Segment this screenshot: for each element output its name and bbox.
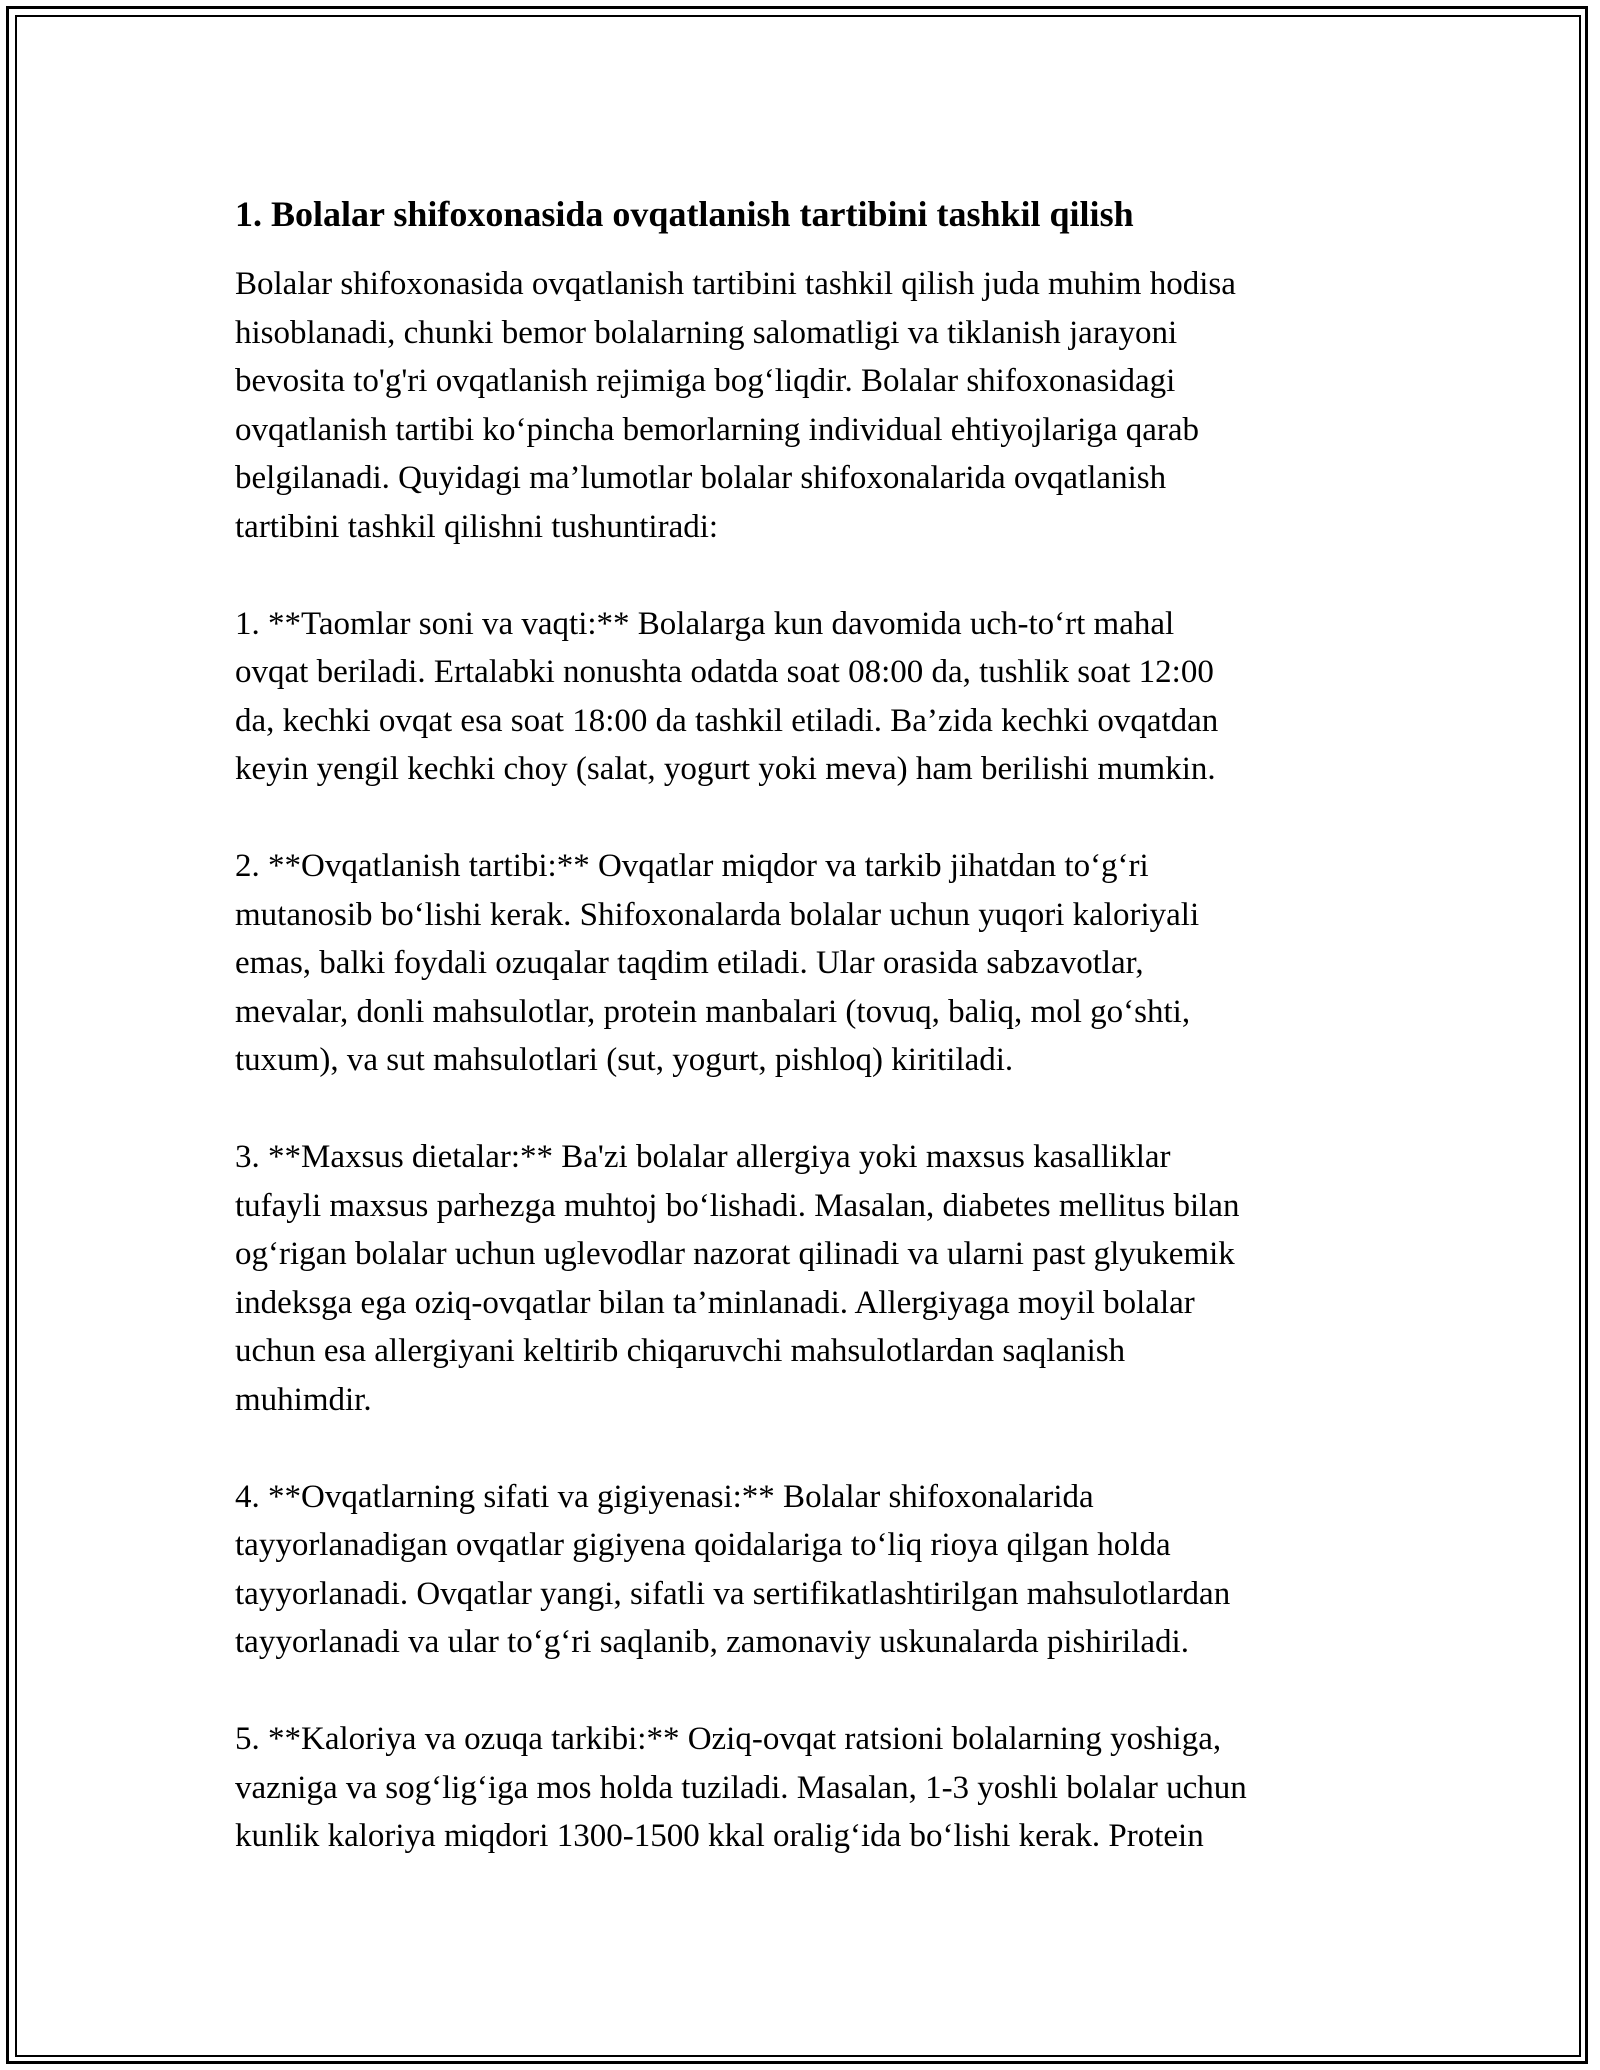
paragraph-item-4: 4. **Ovqatlarning sifati va gigiyenasi:** Bolalar shifoxonalarida tayyorlanadigan ovqatlar gigiyena qoidalariga to‘liq rioya qilgan holda tayyorlanadi. Ovqatlar yangi, sifatli va sertifikatlashtirilgan mahsulotlardan tayyorlanadi va ular to‘g‘ri saqlanib, zamonaviy uskunalarda pishiriladi. (235, 1478, 1231, 1660)
paragraph-intro: Bolalar shifoxonasida ovqatlanish tartibini tashkil qilish juda muhim hodisa hisoblanadi, chunki bemor bolalarning salomatligi va tiklanish jarayoni bevosita to'g'ri ovqatlanish rejimiga bog‘liqdir. Bolalar shifoxonasidagi ovqatlanish tartibi ko‘pincha bemorlarning individual ehtiyojlariga qarab belgilanadi. Quyidagi ma’lumotlar bolalar shifoxonalarida ovqatlanish tartibini tashkil qilishni tushuntiradi: (235, 266, 1236, 545)
document-body (235, 188, 1365, 1861)
paragraph-item-3: 3. **Maxsus dietalar:** Ba'zi bolalar allergiya yoki maxsus kasalliklar tufayli maxsus parhezga muhtoj bo‘lishadi. Masalan, diabetes mellitus bilan og‘rigan bolalar uchun uglevodlar nazorat qilinadi va ularni past glyukemik indeksga ega oziq-ovqatlar bilan ta’minlanadi. Allergiyaga moyil bolalar uchun esa allergiyani keltirib chiqaruvchi mahsulotlardan saqlanish muhimdir. (235, 1139, 1240, 1418)
paragraph-item-5: 5. **Kaloriya va ozuqa tarkibi:** Oziq-ovqat ratsioni bolalarning yoshiga, vazniga va sog‘lig‘iga mos holda tuziladi. Masalan, 1-3 yoshli bolalar uchun kunlik kaloriya miqdori 1300-1500 kkal oralig‘ida bo‘lishi kerak. Protein (235, 1721, 1247, 1854)
paragraph-item-2: 2. **Ovqatlanish tartibi:** Ovqatlar miqdor va tarkib jihatdan to‘g‘ri mutanosib bo‘lishi kerak. Shifoxonalarda bolalar uchun yuqori kaloriyali emas, balki foydali ozuqalar taqdim etiladi. Ular orasida sabzavotlar, mevalar, donli mahsulotlar, protein manbalari (tovuq, baliq, mol go‘shti, tuxum), va sut mahsulotlari (sut, yogurt, pishloq) kiritiladi. (235, 848, 1200, 1078)
document-title: 1. Bolalar shifoxonasida ovqatlanish tartibini tashkil qilish (235, 194, 1134, 234)
paragraph-item-1: 1. **Taomlar soni va vaqti:** Bolalarga kun davomida uch-to‘rt mahal ovqat beriladi. Ertalabki nonushta odatda soat 08:00 da, tushlik soat 12:00 da, kechki ovqat esa soat 18:00 da tashkil etiladi. Ba’zida kechki ovqatdan keyin yengil kechki choy (salat, yogurt yoki meva) ham berilishi mumkin. (235, 605, 1219, 787)
